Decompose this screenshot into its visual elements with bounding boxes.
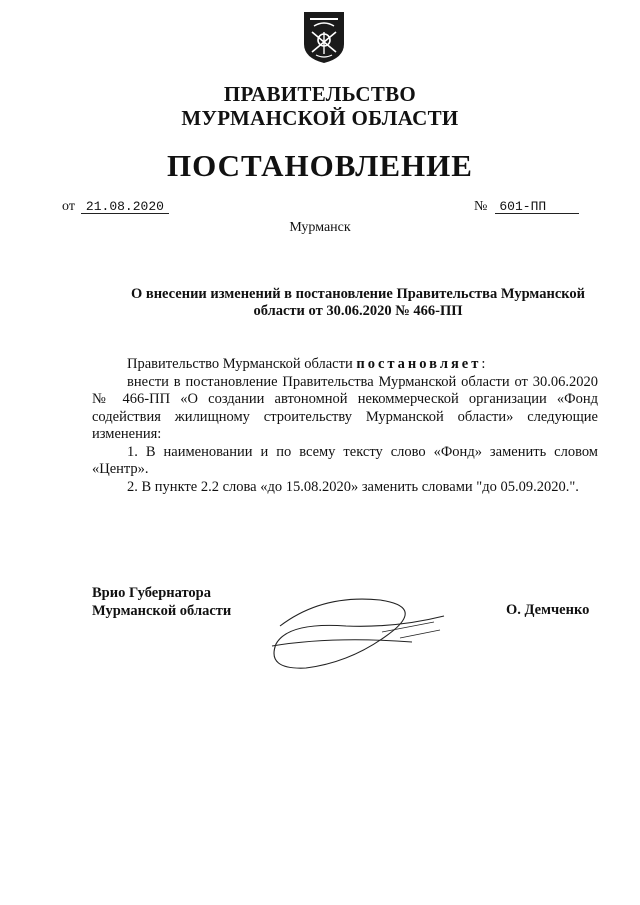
- intro-paragraph: [92, 356, 598, 374]
- signer-title: [92, 584, 231, 620]
- document-city: Мурманск: [289, 220, 351, 235]
- document-date: 21.08.2020: [81, 200, 169, 214]
- document-number: 601-ПП: [495, 200, 579, 214]
- body-paragraph: внести в постановление Правительства Мурманской области от 30.06.2020 № 466-ПП «О создании автономной некоммерческой организации «Фонд содействия жилищному строительству Мурманской области» следующие изменения:: [92, 373, 598, 442]
- signer-title-line2: Мурманской области: [92, 603, 232, 619]
- date-prefix: от: [62, 199, 75, 214]
- document-date-row: [62, 199, 169, 215]
- document-number-row: [474, 199, 579, 215]
- subject-line1: О внесении изменений в постановление Правительства Мурманской: [130, 286, 586, 302]
- intro-text: Правительство Мурманской области: [127, 356, 357, 372]
- change-item-2: 2. В пункте 2.2 слова «до 15.08.2020» заменить словами "до 05.09.2020.".: [127, 478, 579, 495]
- signer-name: О. Демченко: [506, 602, 590, 618]
- signer-title-line1: Врио Губернатора: [92, 585, 211, 601]
- number-prefix: №: [474, 199, 488, 214]
- intro-decision-word: постановляет: [356, 356, 482, 372]
- subject-line2: области от 30.06.2020 № 466-ПП: [253, 303, 463, 319]
- government-name-line2: МУРМАНСКОЙ ОБЛАСТИ: [181, 106, 459, 130]
- handwritten-signature: [262, 586, 452, 686]
- change-item-1: 1. В наименовании и по всему тексту слово «Фонд» заменить словом «Центр».: [92, 443, 598, 477]
- document-subject: [118, 286, 598, 320]
- intro-colon: :: [481, 356, 486, 372]
- document-body: [92, 356, 598, 496]
- document-type-title: ПОСТАНОВЛЕНИЕ: [167, 148, 473, 183]
- coat-of-arms-icon: [302, 10, 346, 64]
- government-name-line1: ПРАВИТЕЛЬСТВО: [223, 82, 417, 106]
